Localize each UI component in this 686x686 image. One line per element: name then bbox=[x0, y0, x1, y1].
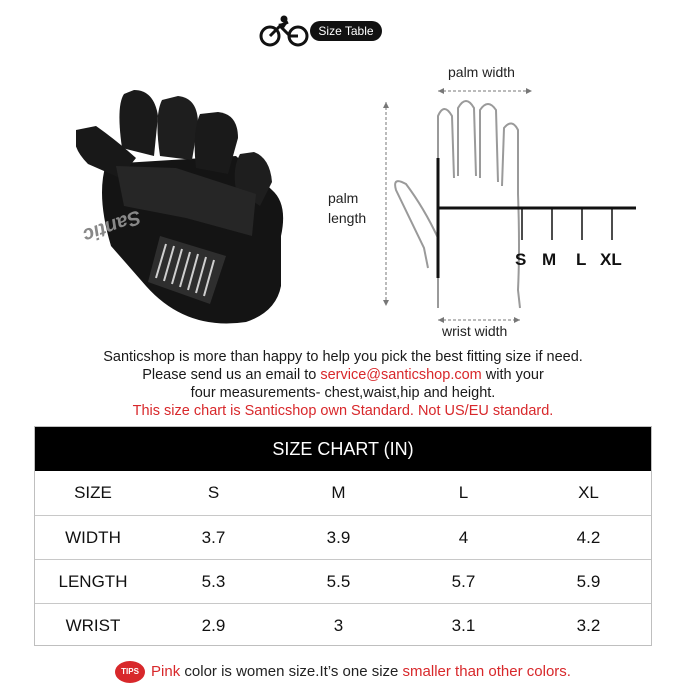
hand-measurement-diagram bbox=[320, 58, 660, 348]
table-cell: 5.7 bbox=[451, 572, 476, 591]
palm-width-label: palm width bbox=[448, 64, 515, 80]
table-row bbox=[35, 603, 651, 647]
info-line-2 bbox=[0, 366, 686, 384]
table-row bbox=[35, 515, 651, 559]
glove-photo bbox=[76, 86, 286, 338]
size-chart-table bbox=[34, 426, 652, 646]
standard-disclaimer: This size chart is Santicshop own Standard. Not US/EU standard. bbox=[132, 403, 554, 419]
size-table-badge bbox=[258, 14, 386, 48]
diagram-size-xl: XL bbox=[600, 250, 622, 269]
table-header-row bbox=[35, 471, 651, 515]
info-line-1: Santicshop is more than happy to help you pick the best fitting size if need. bbox=[103, 349, 583, 365]
size-chart-body bbox=[35, 471, 651, 647]
table-cell: 5.3 bbox=[201, 572, 226, 591]
table-header-cell: S bbox=[207, 483, 220, 502]
row-label-cell: WIDTH bbox=[65, 528, 121, 547]
table-row bbox=[35, 559, 651, 603]
table-header-cell: L bbox=[458, 483, 469, 502]
row-label-cell: WRIST bbox=[65, 616, 121, 635]
table-cell: 3.1 bbox=[451, 616, 476, 635]
tips-text-1: color is women size.It’s one size bbox=[180, 663, 403, 680]
palm-length-label-line2: length bbox=[328, 210, 367, 226]
table-header-cell: M bbox=[331, 483, 346, 502]
table-cell: 3 bbox=[333, 616, 344, 635]
info-line-2-suffix: with your bbox=[481, 367, 544, 383]
bicycle-icon bbox=[258, 14, 310, 48]
table-cell: 2.9 bbox=[201, 616, 226, 635]
tips-line bbox=[0, 660, 686, 684]
size-table-label: Size Table bbox=[310, 21, 382, 41]
row-label-cell: LENGTH bbox=[58, 572, 128, 591]
palm-length-label-line1: palm bbox=[328, 190, 359, 206]
table-cell: 5.5 bbox=[326, 572, 351, 591]
diagram-size-l: L bbox=[576, 250, 587, 269]
diagram-size-s: S bbox=[515, 250, 527, 269]
glove-brand-mark: Santic bbox=[79, 205, 144, 247]
table-cell: 3.7 bbox=[201, 528, 226, 547]
info-line-3: four measurements- chest,waist,hip and height. bbox=[190, 385, 496, 401]
size-chart-title: SIZE CHART (IN) bbox=[35, 427, 651, 471]
table-cell: 5.9 bbox=[576, 572, 601, 591]
support-email-link[interactable]: service@santicshop.com bbox=[320, 367, 482, 383]
tips-text-2: smaller than other colors. bbox=[402, 663, 571, 680]
diagram-size-m: M bbox=[542, 250, 557, 269]
table-header-cell: SIZE bbox=[74, 483, 112, 502]
table-cell: 4.2 bbox=[576, 528, 601, 547]
info-line-2-prefix: Please send us an email to bbox=[142, 367, 321, 383]
table-cell: 4 bbox=[458, 528, 469, 547]
table-cell: 3.2 bbox=[576, 616, 601, 635]
table-cell: 3.9 bbox=[326, 528, 351, 547]
tips-badge: TIPS bbox=[115, 661, 145, 683]
wrist-width-label: wrist width bbox=[442, 323, 508, 339]
table-header-cell: XL bbox=[578, 483, 599, 502]
tips-pink-word: Pink bbox=[151, 663, 181, 680]
